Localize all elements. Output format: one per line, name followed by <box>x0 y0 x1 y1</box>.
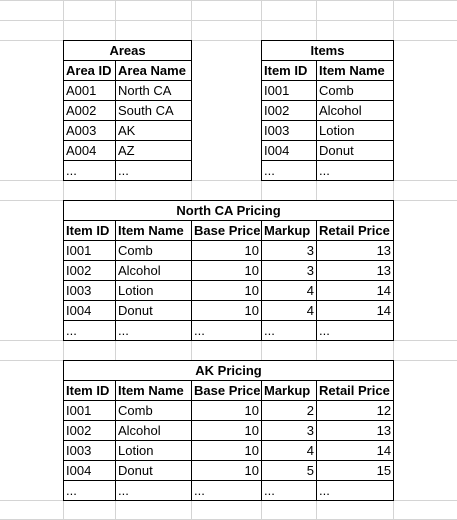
table-row <box>262 81 394 101</box>
cell-retail-price[interactable]: 14 <box>317 281 394 301</box>
areas-table <box>63 40 192 181</box>
header-retail-price[interactable]: Retail Price <box>317 221 394 241</box>
cell-item-id[interactable]: ... <box>262 161 317 181</box>
table-row <box>64 301 394 321</box>
table-row <box>64 141 192 161</box>
table-row <box>64 261 394 281</box>
cell-item-name[interactable]: Alcohol <box>116 261 192 281</box>
cell-base-price[interactable]: 10 <box>192 301 262 321</box>
table-row <box>64 401 394 421</box>
cell-area-id[interactable]: A002 <box>64 101 116 121</box>
cell-item-name[interactable]: Lotion <box>116 441 192 461</box>
table-row <box>262 121 394 141</box>
cell-item-name[interactable]: Comb <box>317 81 394 101</box>
items-title[interactable]: Items <box>262 41 394 61</box>
table-row <box>64 421 394 441</box>
cell-retail-price[interactable]: 15 <box>317 461 394 481</box>
cell-item-id[interactable]: I001 <box>64 401 116 421</box>
header-item-name[interactable]: Item Name <box>116 221 192 241</box>
items-table <box>261 40 394 181</box>
cell-item-id[interactable]: I004 <box>64 301 116 321</box>
cell-base-price[interactable]: 10 <box>192 281 262 301</box>
north-ca-pricing-table <box>63 200 394 341</box>
cell-area-id[interactable]: ... <box>64 161 116 181</box>
header-item-id[interactable]: Item ID <box>64 381 116 401</box>
header-area-id[interactable]: Area ID <box>64 61 116 81</box>
header-item-id[interactable]: Item ID <box>64 221 116 241</box>
cell-item-name[interactable]: Lotion <box>116 281 192 301</box>
cell-base-price[interactable]: 10 <box>192 441 262 461</box>
cell-item-id[interactable]: ... <box>64 481 116 501</box>
cell-retail-price[interactable]: 13 <box>317 241 394 261</box>
cell-area-name[interactable]: North CA <box>116 81 192 101</box>
ak-pricing-table <box>63 360 394 501</box>
cell-base-price[interactable]: 10 <box>192 421 262 441</box>
north-ca-pricing-title[interactable]: North CA Pricing <box>64 201 394 221</box>
header-item-name[interactable]: Item Name <box>317 61 394 81</box>
cell-area-name[interactable]: South CA <box>116 101 192 121</box>
cell-markup[interactable]: 4 <box>262 301 317 321</box>
cell-item-id[interactable]: I003 <box>64 441 116 461</box>
cell-item-id[interactable]: I004 <box>64 461 116 481</box>
cell-item-id[interactable]: I001 <box>262 81 317 101</box>
cell-base-price[interactable]: 10 <box>192 461 262 481</box>
ak-pricing-title[interactable]: AK Pricing <box>64 361 394 381</box>
cell-markup[interactable]: 3 <box>262 261 317 281</box>
cell-markup[interactable]: ... <box>262 321 317 341</box>
table-row <box>64 481 394 501</box>
cell-retail-price[interactable]: ... <box>317 481 394 501</box>
row-gridline <box>0 0 457 1</box>
cell-area-id[interactable]: A004 <box>64 141 116 161</box>
table-row <box>64 461 394 481</box>
header-item-id[interactable]: Item ID <box>262 61 317 81</box>
cell-retail-price[interactable]: 13 <box>317 421 394 441</box>
cell-item-name[interactable]: ... <box>317 161 394 181</box>
cell-item-name[interactable]: ... <box>116 481 192 501</box>
cell-item-id[interactable]: I003 <box>262 121 317 141</box>
table-row <box>262 141 394 161</box>
cell-retail-price[interactable]: 12 <box>317 401 394 421</box>
cell-base-price[interactable]: ... <box>192 321 262 341</box>
cell-item-name[interactable]: Alcohol <box>116 421 192 441</box>
cell-area-name[interactable]: ... <box>116 161 192 181</box>
table-row <box>262 161 394 181</box>
cell-item-id[interactable]: I003 <box>64 281 116 301</box>
cell-area-name[interactable]: AZ <box>116 141 192 161</box>
header-item-name[interactable]: Item Name <box>116 381 192 401</box>
cell-markup[interactable]: 5 <box>262 461 317 481</box>
cell-base-price[interactable]: 10 <box>192 241 262 261</box>
cell-item-id[interactable]: I002 <box>262 101 317 121</box>
cell-item-name[interactable]: Comb <box>116 241 192 261</box>
header-markup[interactable]: Markup <box>262 221 317 241</box>
cell-item-name[interactable]: Lotion <box>317 121 394 141</box>
cell-item-id[interactable]: I002 <box>64 421 116 441</box>
table-row <box>64 81 192 101</box>
header-retail-price[interactable]: Retail Price <box>317 381 394 401</box>
cell-retail-price[interactable]: 14 <box>317 301 394 321</box>
cell-markup[interactable]: 3 <box>262 241 317 261</box>
cell-retail-price[interactable]: 13 <box>317 261 394 281</box>
cell-item-id[interactable]: I001 <box>64 241 116 261</box>
table-row <box>64 241 394 261</box>
cell-item-id[interactable]: I002 <box>64 261 116 281</box>
header-base-price[interactable]: Base Price <box>192 221 262 241</box>
cell-item-name[interactable]: Donut <box>317 141 394 161</box>
areas-title[interactable]: Areas <box>64 41 192 61</box>
table-row <box>64 441 394 461</box>
table-row <box>64 281 394 301</box>
table-row <box>262 101 394 121</box>
cell-base-price[interactable]: ... <box>192 481 262 501</box>
cell-item-id[interactable]: ... <box>64 321 116 341</box>
cell-markup[interactable]: 4 <box>262 281 317 301</box>
table-row <box>64 161 192 181</box>
cell-item-name[interactable]: Comb <box>116 401 192 421</box>
cell-item-id[interactable]: I004 <box>262 141 317 161</box>
cell-item-name[interactable]: Donut <box>116 461 192 481</box>
cell-item-name[interactable]: Alcohol <box>317 101 394 121</box>
cell-base-price[interactable]: 10 <box>192 401 262 421</box>
table-row <box>64 121 192 141</box>
cell-markup[interactable]: 3 <box>262 421 317 441</box>
header-area-name[interactable]: Area Name <box>116 61 192 81</box>
cell-retail-price[interactable]: 14 <box>317 441 394 461</box>
cell-area-id[interactable]: A001 <box>64 81 116 101</box>
cell-retail-price[interactable]: ... <box>317 321 394 341</box>
cell-base-price[interactable]: 10 <box>192 261 262 281</box>
cell-area-id[interactable]: A003 <box>64 121 116 141</box>
cell-area-name[interactable]: AK <box>116 121 192 141</box>
table-row <box>64 101 192 121</box>
table-row <box>64 321 394 341</box>
row-gridline <box>0 20 457 21</box>
cell-item-name[interactable]: ... <box>116 321 192 341</box>
cell-markup[interactable]: ... <box>262 481 317 501</box>
header-base-price[interactable]: Base Price <box>192 381 262 401</box>
header-markup[interactable]: Markup <box>262 381 317 401</box>
cell-markup[interactable]: 2 <box>262 401 317 421</box>
cell-markup[interactable]: 4 <box>262 441 317 461</box>
cell-item-name[interactable]: Donut <box>116 301 192 321</box>
